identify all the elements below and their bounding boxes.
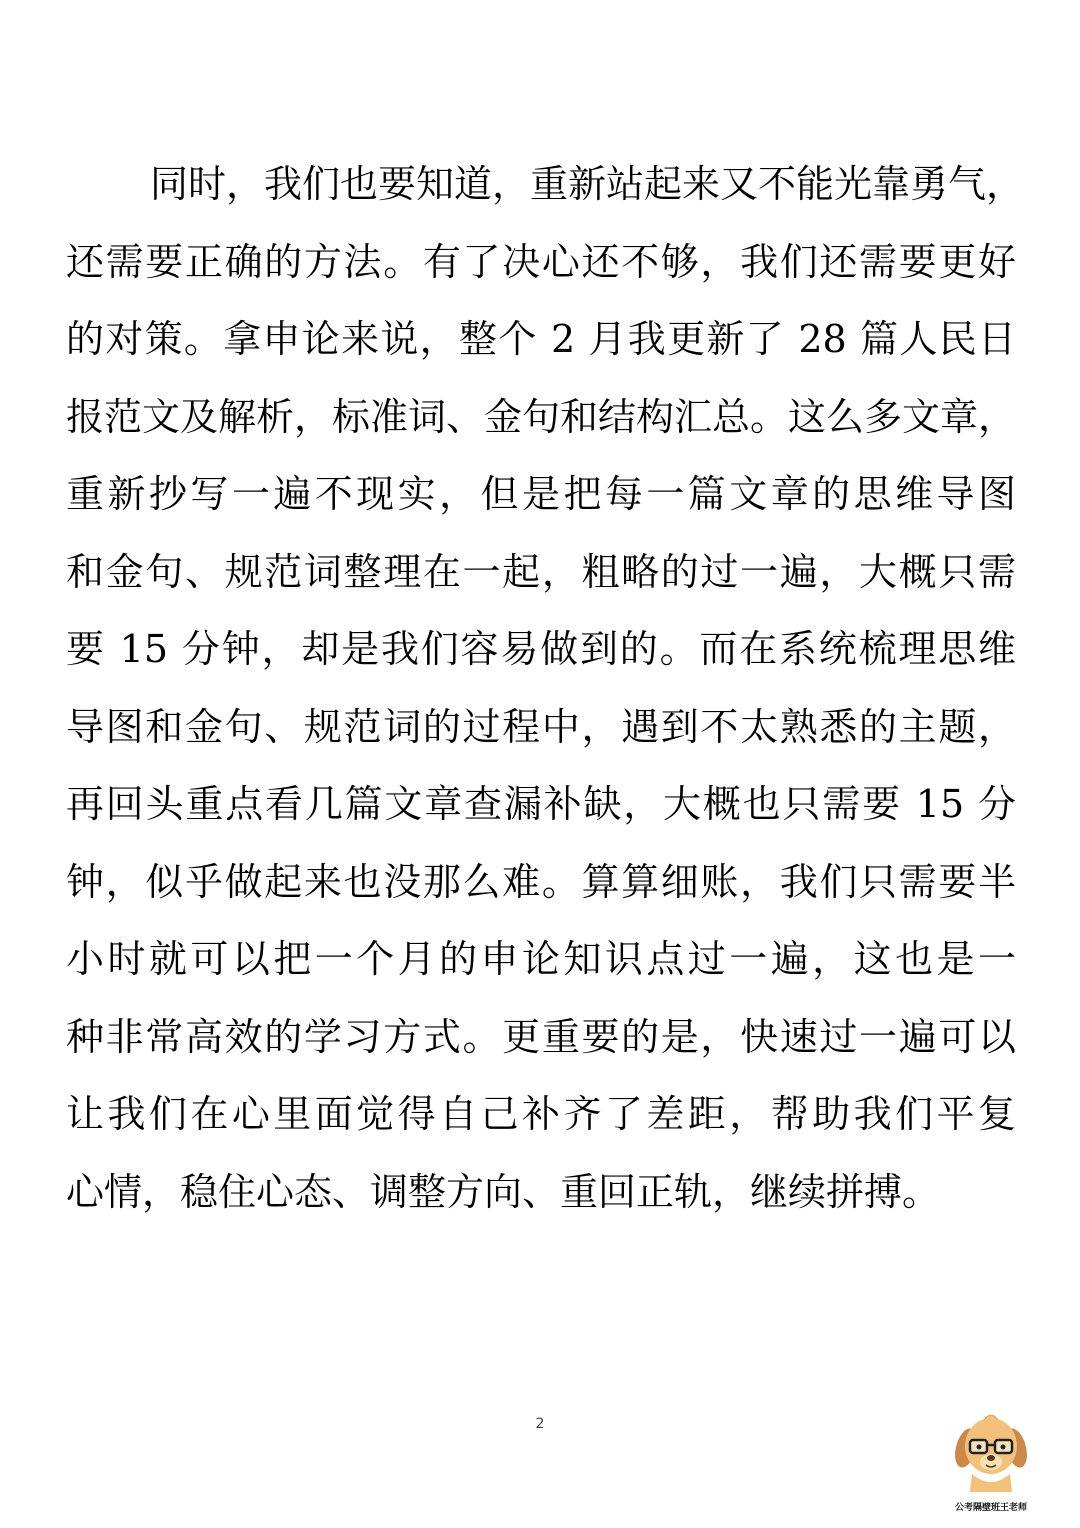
watermark — [936, 1408, 1046, 1518]
paragraph-line: 种非常高效的学习方式。更重要的是，快速过一遍可以 — [66, 1014, 1016, 1059]
paragraph-line: 要 15 分钟，却是我们容易做到的。而在系统梳理思维 — [66, 627, 1016, 671]
paragraph-line: 钟，似乎做起来也没那么难。算算细账，我们只需要半 — [66, 859, 1016, 904]
paragraph — [66, 146, 1025, 1231]
paragraph-line: 同时，我们也要知道，重新站起来又不能光靠勇气， — [150, 162, 1025, 206]
paragraph-line: 和金句、规范词整理在一起，粗略的过一遍，大概只需 — [66, 549, 1016, 594]
paragraph-line: 重新抄写一遍不现实，但是把每一篇文章的思维导图 — [66, 472, 1016, 516]
paragraph-line: 导图和金句、规范词的过程中，遇到不太熟悉的主题， — [66, 704, 1016, 749]
paragraph-line: 还需要正确的方法。有了决心还不够，我们还需要更好 — [66, 239, 1016, 284]
page-number: 2 — [535, 1416, 545, 1432]
paragraph-line: 心情，稳住心态、调整方向、重回正轨，继续拼搏。 — [66, 1169, 941, 1214]
paragraph-line: 让我们在心里面觉得自己补齐了差距，帮助我们平复 — [66, 1092, 1016, 1136]
paragraph-line: 报范文及解析，标准词、金句和结构汇总。这么多文章， — [66, 394, 1017, 439]
cartoon-dog-with-glasses-icon — [954, 1408, 1028, 1498]
paragraph-line: 小时就可以把一个月的申论知识点过一遍，这也是一 — [66, 937, 1016, 981]
watermark-label: 公考隔壁班王老师 — [954, 1503, 1027, 1513]
paragraph-line: 的对策。拿申论来说，整个 2 月我更新了 28 篇人民日 — [66, 317, 1016, 361]
paragraph-line: 再回头重点看几篇文章查漏补缺，大概也只需要 15 分 — [66, 782, 1016, 826]
